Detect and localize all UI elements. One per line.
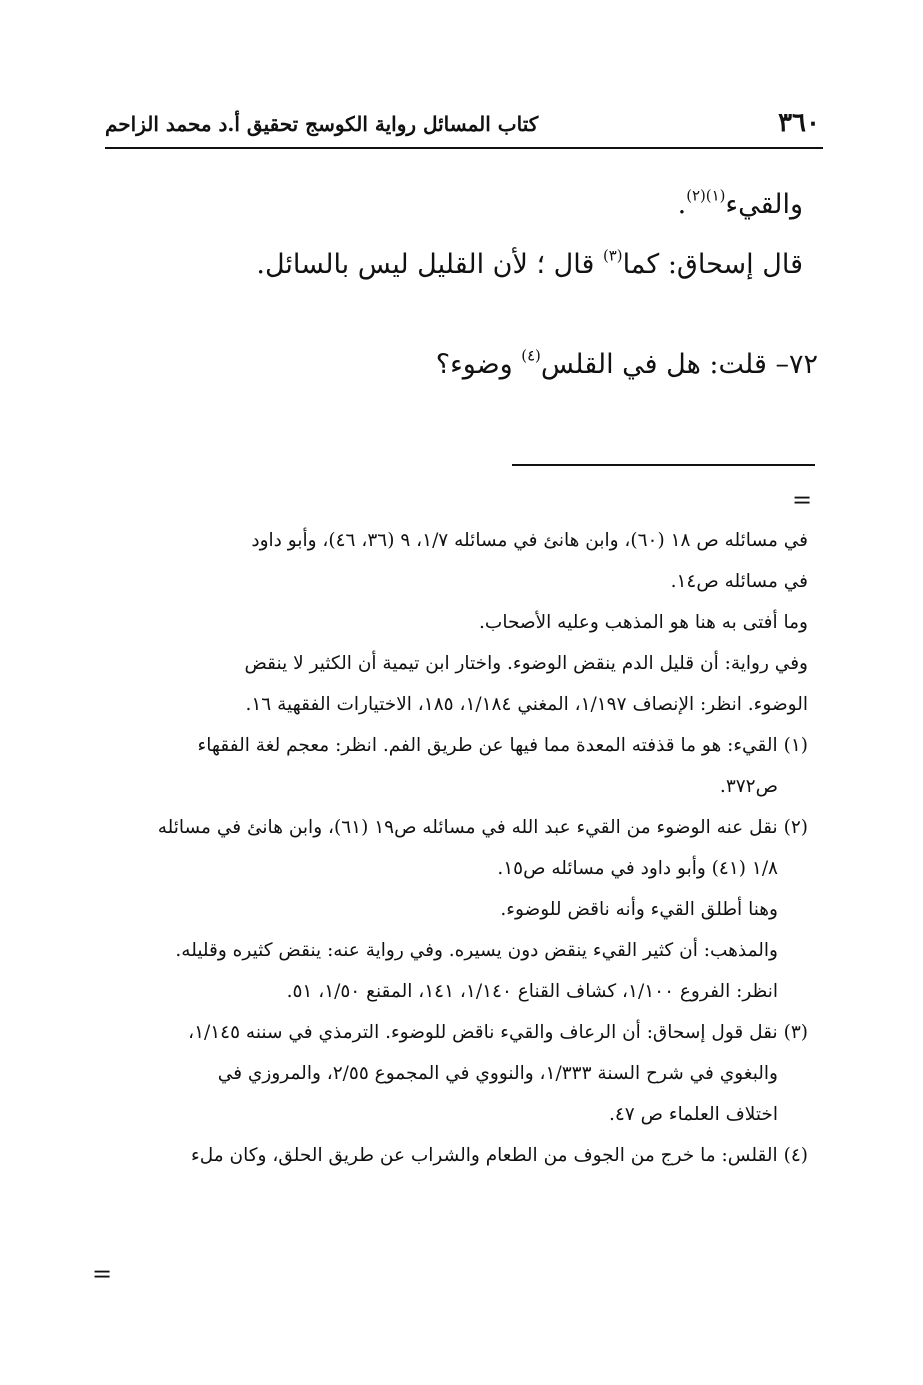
header-rule: [105, 147, 823, 149]
footnote-ref-1-2: (١)(٢): [686, 186, 726, 205]
footnote-number: (٤): [783, 1145, 808, 1166]
footnote-2: [100, 807, 808, 848]
continued-from-mark: =: [792, 486, 813, 514]
footnote-carry-line: في مسائله ص ١٨ (٦٠)، وابن هانئ في مسائله ١/٧، ٩ (٣٦، ٤٦)، وأبو داود: [251, 530, 808, 551]
running-header: [105, 108, 820, 138]
footnote-1: [100, 725, 808, 766]
footnote-separator: [512, 464, 815, 466]
footnote-2-cont: والمذهب: أن كثير القيء ينقض دون يسيره. وفي رواية عنه: ينقض كثيره وقليله.: [175, 940, 778, 961]
footnote-ref-3: (٣): [602, 246, 623, 265]
footnote-text: القيء: هو ما قذفته المعدة مما فيها عن طريق الفم. انظر: معجم لغة الفقهاء: [197, 735, 778, 756]
footnote-2-cont: ١/٨ (٤١) وأبو داود في مسائله ص١٥.: [497, 858, 778, 879]
question-text-after: وضوء؟: [435, 349, 522, 380]
footnote-3-cont: والبغوي في شرح السنة ١/٣٣٣، والنووي في المجموع ٢/٥٥، والمروزي في: [217, 1063, 778, 1084]
footnote-number: (٢): [783, 817, 808, 838]
footnote-number: (١): [783, 735, 808, 756]
question-text-before: ٧٢– قلت: هل في القلس: [540, 349, 818, 380]
main-line-1: [677, 186, 803, 220]
main-line-2: [256, 246, 803, 280]
book-title: كتاب المسائل رواية الكوسج تحقيق أ.د محمد الزاحم: [105, 112, 539, 136]
continued-to-mark: =: [92, 1260, 113, 1288]
main-line-2-after: قال ؛ لأن القليل ليس بالسائل.: [256, 249, 603, 280]
question-72: [435, 346, 818, 380]
footnote-number: (٣): [783, 1022, 808, 1043]
footnote-1-cont: ص٣٧٢.: [719, 776, 778, 797]
footnotes: [100, 520, 808, 1176]
footnote-text: نقل عنه الوضوء من القيء عبد الله في مسائله ص١٩ (٦١)، وابن هانئ في مسائله: [157, 817, 778, 838]
footnote-2-cont: وهنا أطلق القيء وأنه ناقض للوضوء.: [500, 899, 778, 920]
main-line-1-end: .: [677, 189, 687, 220]
footnote-carry-line: وما أفتى به هنا هو المذهب وعليه الأصحاب.: [479, 612, 808, 633]
footnote-text: نقل قول إسحاق: أن الرعاف والقيء ناقض للوضوء. الترمذي في سننه ١/١٤٥،: [188, 1022, 778, 1043]
footnote-text: القلس: ما خرج من الجوف من الطعام والشراب عن طريق الحلق، وكان ملء: [191, 1145, 778, 1166]
footnote-3-cont: اختلاف العلماء ص ٤٧.: [608, 1104, 778, 1125]
footnote-carry-line: وفي رواية: أن قليل الدم ينقض الوضوء. واختار ابن تيمية أن الكثير لا ينقض: [244, 653, 808, 674]
footnote-carry-line: في مسائله ص١٤.: [670, 571, 808, 592]
footnote-ref-4: (٤): [521, 346, 541, 365]
page-number: ٣٦٠: [778, 108, 820, 138]
footnote-carry-line: الوضوء. انظر: الإنصاف ١/١٩٧، المغني ١/١٨٤، ١٨٥، الاختيارات الفقهية ١٦.: [245, 694, 808, 715]
main-line-2-before: قال إسحاق: كما: [622, 249, 803, 280]
footnote-2-cont: انظر: الفروع ١/١٠٠، كشاف القناع ١/١٤٠، ١٤١، المقنع ١/٥٠، ٥١.: [286, 981, 778, 1002]
main-line-1-text: والقيء: [725, 189, 803, 220]
footnote-4: [100, 1135, 808, 1176]
footnote-3: [100, 1012, 808, 1053]
